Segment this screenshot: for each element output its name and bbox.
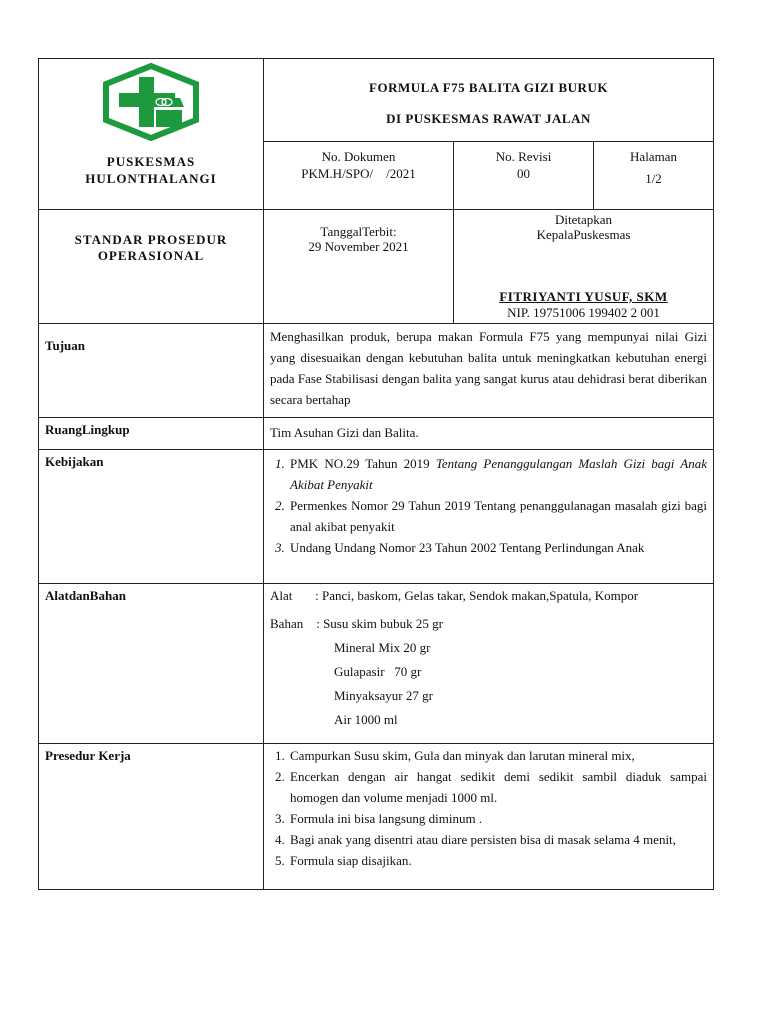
approval-label: Ditetapkan <box>554 212 613 227</box>
sop-title-line1: STANDAR PROSEDUR <box>74 232 228 247</box>
kebijakan-item <box>288 453 707 495</box>
prosedur-item: 5. Formula siap disajikan. <box>288 850 707 871</box>
org-name-line1: PUSKESMAS <box>106 154 196 169</box>
kebijakan-label: Kebijakan <box>39 450 264 584</box>
bahan-item: Air 1000 ml <box>334 712 398 727</box>
alat-bahan-label: AlatdanBahan <box>39 584 264 744</box>
issue-date-label: TanggalTerbit: <box>320 224 397 239</box>
revision-cell <box>454 142 594 210</box>
kebijakan-item-text: Permenkes Nomor 29 Tahun 2019 Tentang penanggulanagan masalah gizi bagi anal akibat penyakit <box>290 498 707 534</box>
sop-title-cell <box>39 210 264 324</box>
logo-header-cell <box>39 59 264 210</box>
issue-date-value: 29 November 2021 <box>308 239 409 254</box>
kebijakan-content <box>264 450 714 584</box>
sop-table <box>38 58 714 890</box>
document-title-line1: FORMULA F75 BALITA GIZI BURUK <box>369 80 608 95</box>
bahan-item: Mineral Mix 20 gr <box>334 640 431 655</box>
kebijakan-item <box>288 495 707 537</box>
doc-number-value: PKM.H/SPO/ /2021 <box>301 166 416 181</box>
bahan-line: Bahan : Susu skim bubuk 25 gr <box>270 616 443 631</box>
issue-date-cell <box>264 210 454 324</box>
document-title-line2: DI PUSKESMAS RAWAT JALAN <box>386 111 591 126</box>
doc-number-label: No. Dokumen <box>321 149 396 164</box>
page-label: Halaman <box>630 149 677 164</box>
revision-label: No. Revisi <box>495 149 552 164</box>
org-name-line2: HULONTHALANGI <box>85 171 217 186</box>
tujuan-text: Menghasilkan produk, berupa makan Formula F75 yang mempunyai nilai Gizi yang disesuaikan dengan kebutuhan balita untuk meningkatkan kebutuhan energi pada Fase Stabilisasi dengan balita yang sangat kurus atau dehidrasi berat diberikan secara bertahap <box>264 324 714 418</box>
prosedur-item: 2. Encerkan dengan air hangat sedikit demi sedikit sambil diaduk sampai homogen dan volume menjadi 1000 ml. <box>288 766 707 808</box>
approval-position: KepalaPuskesmas <box>536 227 631 242</box>
prosedur-content <box>264 744 714 890</box>
kebijakan-item-text: Undang Undang Nomor 23 Tahun 2002 Tentang Perlindungan Anak <box>290 540 645 555</box>
prosedur-label: Presedur Kerja <box>39 744 264 890</box>
kebijakan-item-text: PMK NO.29 Tahun 2019 <box>290 456 436 471</box>
sop-title-line2: OPERASIONAL <box>97 248 205 263</box>
organization-name <box>39 153 263 187</box>
bahan-item: Minyaksayur 27 gr <box>334 688 433 703</box>
page-value: 1/2 <box>645 171 662 186</box>
puskesmas-logo-icon <box>101 63 201 141</box>
tujuan-label: Tujuan <box>39 324 264 418</box>
kebijakan-item <box>288 537 707 558</box>
prosedur-item: 1. Campurkan Susu skim, Gula dan minyak dan larutan mineral mix, <box>288 745 707 766</box>
alat-bahan-content <box>264 584 714 744</box>
approval-cell <box>454 210 714 324</box>
page-cell <box>594 142 714 210</box>
ruang-lingkup-text: Tim Asuhan Gizi dan Balita. <box>264 418 714 450</box>
signer-nip: NIP. 19751006 199402 2 001 <box>507 305 660 320</box>
prosedur-item: 4. Bagi anak yang disentri atau diare persisten bisa di masak selama 4 menit, <box>288 829 707 850</box>
revision-value: 00 <box>517 166 530 181</box>
ruang-lingkup-label: RuangLingkup <box>39 418 264 450</box>
prosedur-list <box>270 745 707 871</box>
signer-name: FITRIYANTI YUSUF, SKM <box>499 289 668 304</box>
doc-number-cell <box>264 142 454 210</box>
alat-line: Alat : Panci, baskom, Gelas takar, Sendok makan,Spatula, Kompor <box>270 588 639 603</box>
prosedur-item: 3. Formula ini bisa langsung diminum . <box>288 808 707 829</box>
kebijakan-list <box>270 453 707 558</box>
sop-document <box>38 58 713 888</box>
bahan-item: Gulapasir 70 gr <box>334 664 422 679</box>
kebijakan-item-italic: Tentang Penanggulangan Maslah Gizi bagi Anak Akibat Penyakit <box>290 456 708 492</box>
document-title-cell <box>264 59 714 142</box>
